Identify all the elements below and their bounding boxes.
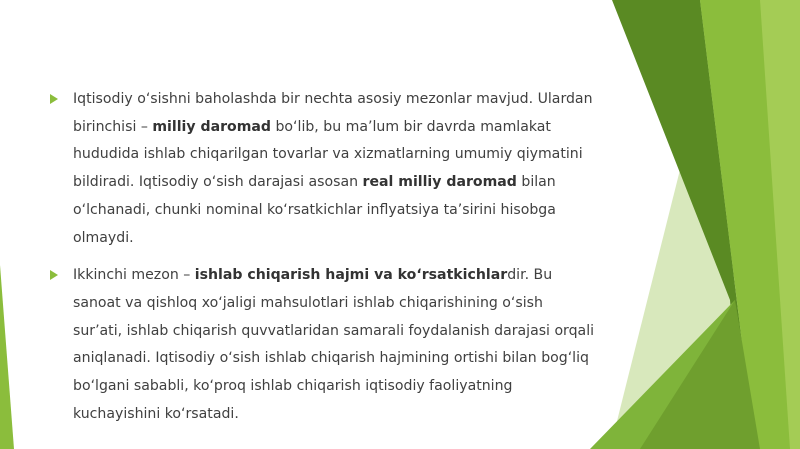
bold-term: ishlab chiqarish hajmi va ko‘rsatkichlar bbox=[194, 267, 508, 284]
bullet-text bbox=[73, 91, 593, 246]
bullet-text bbox=[73, 267, 594, 422]
triangle-bullet-icon bbox=[50, 270, 58, 280]
bullet-item bbox=[50, 262, 595, 428]
text-segment: bilan o‘lchanadi, chunki nominal ko‘rsatkichlar inflyatsiya ta’sirini hisobga olmaydi. bbox=[73, 174, 556, 246]
triangle-bullet-icon bbox=[50, 94, 58, 104]
slide-body bbox=[50, 86, 595, 438]
text-segment: Iqtisodiy o‘sishni baholashda bir nechta asosiy mezonlar mavjud. Ulardan birinchisi – bbox=[73, 91, 593, 135]
text-segment: bo‘lib, bu ma’lum bir davrda mamlakat hududida ishlab chiqarilgan tovarlar va xizmatlarning umumiy qiymatini bildiradi. Iqtisodiy o‘sish darajasi asosan bbox=[73, 118, 583, 191]
bold-term: real milliy daromad bbox=[362, 174, 517, 191]
bullet-item bbox=[50, 86, 595, 252]
bold-term: milliy daromad bbox=[152, 118, 271, 135]
text-segment: dir. Bu sanoat va qishloq xo‘jaligi mahsulotlari ishlab chiqarishining o‘sish sur’ati, ishlab chiqarish quvvatlaridan samarali foydalanish darajasi orqali aniqlanadi. Iqtisodiy o‘sish ishlab chiqarish hajmining ortishi bilan bog‘liq bo‘lgani sababli, ko‘proq ishlab chiqarish iqtisodiy faoliyatning kuchayishini ko‘rsatadi. bbox=[73, 267, 595, 422]
left-green-sliver bbox=[0, 265, 14, 449]
text-segment: Ikkinchi mezon – bbox=[73, 267, 195, 284]
